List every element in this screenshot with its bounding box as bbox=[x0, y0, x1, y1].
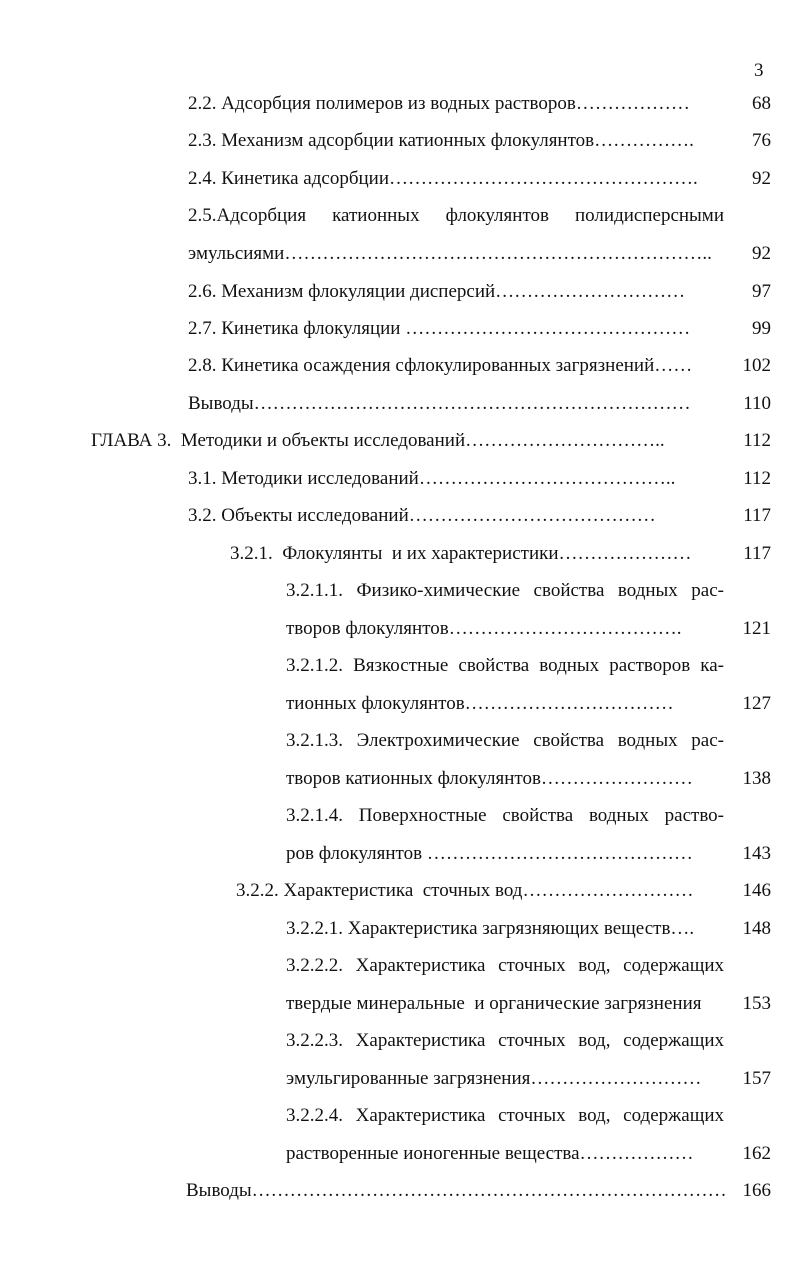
toc-entry bbox=[0, 765, 799, 793]
toc-entry-title: ров флокулянтов …………………………………… bbox=[286, 843, 693, 864]
toc-entry-title: 2.2. Адсорбция полимеров из водных растворов……………… bbox=[188, 93, 690, 114]
toc-entry-page: 143 bbox=[742, 843, 771, 864]
toc-entry-title: 2.5.Адсорбция катионных флокулянтов полидисперсными bbox=[188, 205, 724, 226]
toc-entry-page: 153 bbox=[742, 993, 771, 1014]
toc-entry-title: 3.2.2.4. Характеристика сточных вод, содержащих bbox=[286, 1105, 724, 1126]
toc-entry-title: Выводы………………………………………………………………… bbox=[186, 1180, 727, 1201]
toc-entry-page: 92 bbox=[752, 243, 771, 264]
toc-entry-title: эмульсиями………………………………………………………….. bbox=[188, 243, 712, 264]
toc-entry-title: Выводы…………………………………………………………… bbox=[188, 393, 691, 414]
toc-entry bbox=[0, 1102, 799, 1130]
toc-entry bbox=[0, 1027, 799, 1055]
toc-entry-title: 2.3. Механизм адсорбции катионных флокулянтов……………. bbox=[188, 130, 694, 151]
toc-entry bbox=[0, 165, 799, 193]
toc-entry bbox=[0, 1177, 799, 1205]
toc-entry-title: 3.2.1.4. Поверхностные свойства водных раство- bbox=[286, 805, 724, 826]
toc-entry bbox=[0, 1140, 799, 1168]
toc-entry bbox=[0, 952, 799, 980]
toc-entry-page: 146 bbox=[742, 880, 771, 901]
toc-entry bbox=[0, 427, 799, 455]
toc-entry-title: тионных флокулянтов…………………………… bbox=[286, 693, 674, 714]
toc-entry bbox=[0, 502, 799, 530]
toc-entry bbox=[0, 577, 799, 605]
toc-entry-title: 3.2.2.1. Характеристика загрязняющих веществ…. bbox=[286, 918, 695, 939]
toc-entry-title: 3.2.1.2. Вязкостные свойства водных растворов ка- bbox=[286, 655, 724, 676]
toc-entry-page: 121 bbox=[742, 618, 771, 639]
toc-entry-title: 3.2.1.1. Физико-химические свойства водных рас- bbox=[286, 580, 724, 601]
toc-entry-title: 3.2.2. Характеристика сточных вод……………………… bbox=[236, 880, 694, 901]
toc-entry bbox=[0, 990, 799, 1018]
toc-entry-page: 162 bbox=[742, 1143, 771, 1164]
toc-entry-title: 3.2. Объекты исследований………………………………… bbox=[188, 505, 656, 526]
toc-entry-page: 117 bbox=[743, 543, 771, 564]
toc-entry-title: 3.1. Методики исследований………………………………….. bbox=[188, 468, 676, 489]
toc-entry-page: 92 bbox=[752, 168, 771, 189]
toc-entry-title: творов катионных флокулянтов…………………… bbox=[286, 768, 693, 789]
toc-entry-page: 117 bbox=[743, 505, 771, 526]
toc-entry-title: 2.6. Механизм флокуляции дисперсий………………………… bbox=[188, 281, 686, 302]
toc-entry-page: 112 bbox=[743, 430, 771, 451]
toc-entry-page: 166 bbox=[742, 1180, 771, 1201]
toc-entry-page: 102 bbox=[742, 355, 771, 376]
toc-entry bbox=[0, 652, 799, 680]
toc-entry-title: 3.2.1. Флокулянты и их характеристики………………… bbox=[230, 543, 692, 564]
page-number: 3 bbox=[754, 60, 764, 81]
toc-entry-page: 127 bbox=[742, 693, 771, 714]
toc-entry-title: 3.2.2.2. Характеристика сточных вод, содержащих bbox=[286, 955, 724, 976]
toc-entry-page: 97 bbox=[752, 281, 771, 302]
toc-entry-title: твердые минеральные и органические загрязнения bbox=[286, 993, 702, 1014]
toc-entry-title: 2.4. Кинетика адсорбции…………………………………………. bbox=[188, 168, 698, 189]
toc-entry bbox=[0, 877, 799, 905]
toc-entry-title: 2.8. Кинетика осаждения сфлокулированных загрязнений…… bbox=[188, 355, 693, 376]
toc-entry-title: растворенные ионогенные вещества……………… bbox=[286, 1143, 694, 1164]
toc-entry bbox=[0, 615, 799, 643]
toc-entry bbox=[0, 202, 799, 230]
toc-entry-page: 148 bbox=[742, 918, 771, 939]
toc-entry-page: 68 bbox=[752, 93, 771, 114]
toc-entry-page: 112 bbox=[743, 468, 771, 489]
toc-entry-page: 99 bbox=[752, 318, 771, 339]
toc-entry bbox=[0, 390, 799, 418]
toc-entry-page: 157 bbox=[742, 1068, 771, 1089]
toc-entry bbox=[0, 1065, 799, 1093]
toc-entry bbox=[0, 465, 799, 493]
toc-entry-title: 2.7. Кинетика флокуляции ……………………………………… bbox=[188, 318, 691, 339]
toc-entry-page: 138 bbox=[742, 768, 771, 789]
toc-entry-title: 3.2.1.3. Электрохимические свойства водных рас- bbox=[286, 730, 724, 751]
toc-entry bbox=[0, 352, 799, 380]
toc-entry bbox=[0, 690, 799, 718]
toc-entry-title: ГЛАВА 3. Методики и объекты исследований………………………….. bbox=[91, 430, 665, 451]
toc-entry bbox=[0, 727, 799, 755]
toc-entry-title: эмульгированные загрязнения……………………… bbox=[286, 1068, 702, 1089]
toc-entry-page: 76 bbox=[752, 130, 771, 151]
toc-entry-title: 3.2.2.3. Характеристика сточных вод, содержащих bbox=[286, 1030, 724, 1051]
toc-entry bbox=[0, 540, 799, 568]
toc-entry bbox=[0, 278, 799, 306]
toc-entry bbox=[0, 802, 799, 830]
toc-entry bbox=[0, 315, 799, 343]
toc-entry bbox=[0, 240, 799, 268]
toc-entry bbox=[0, 90, 799, 118]
toc-entry bbox=[0, 127, 799, 155]
toc-entry bbox=[0, 915, 799, 943]
toc-entry bbox=[0, 840, 799, 868]
toc-entry-title: творов флокулянтов………………………………. bbox=[286, 618, 682, 639]
toc-entry-page: 110 bbox=[743, 393, 771, 414]
